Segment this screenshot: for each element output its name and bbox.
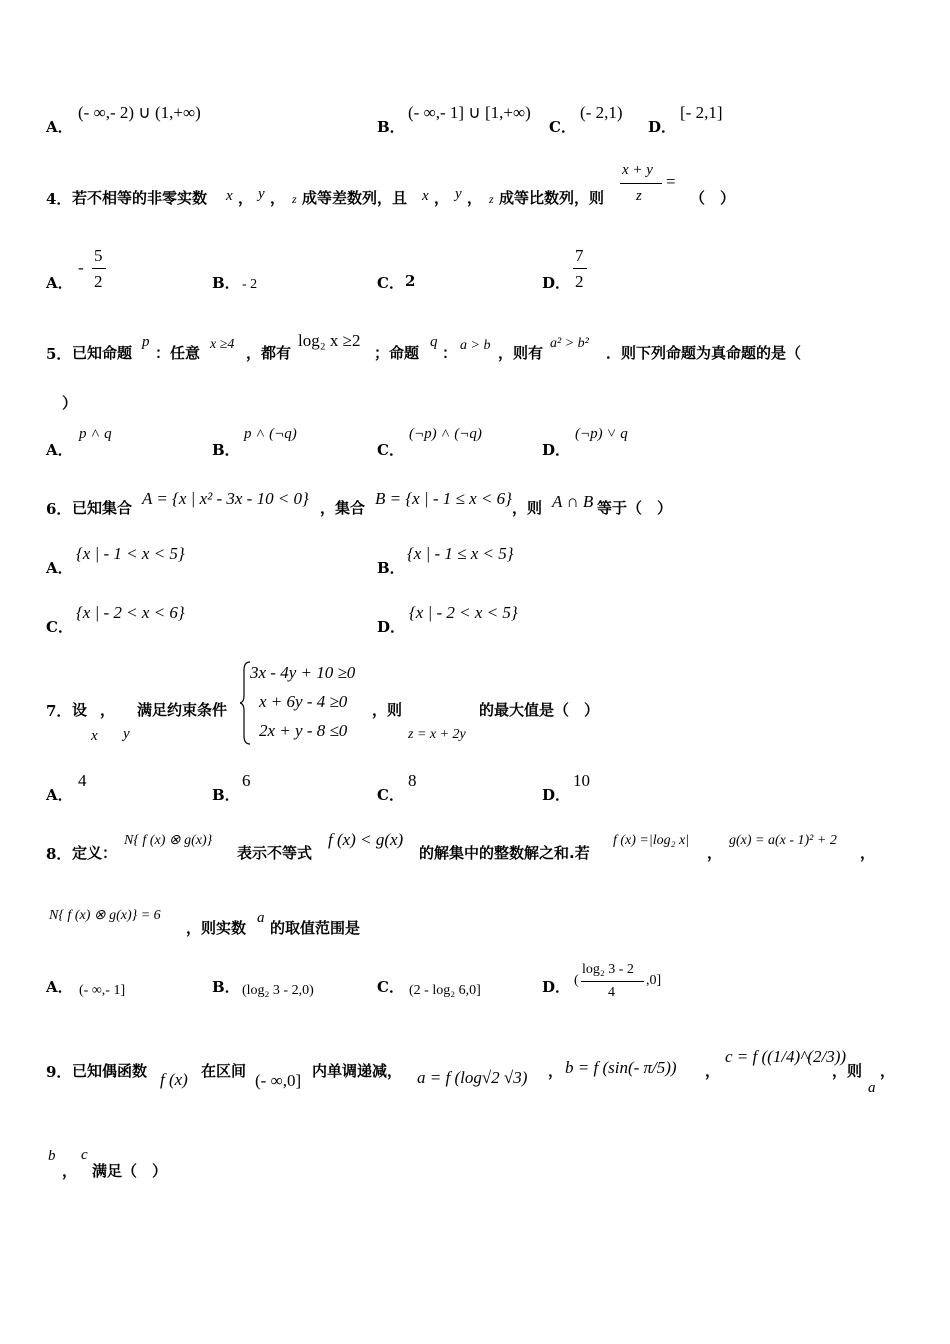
q5-cond-3: a > b — [460, 338, 491, 353]
q4-option-a-num: 5 — [94, 246, 103, 265]
q6-intersection: A ∩ B — [552, 492, 594, 511]
q8-option-a-expr: (- ∞,- 1] — [79, 983, 126, 998]
q7-comma: ， — [100, 701, 116, 719]
q9-text-1: 已知偶函数 — [72, 1062, 148, 1080]
q9-text-2: 在区间 — [201, 1062, 247, 1080]
q5-text-7: ．则下列命题为真命题的是（ — [606, 344, 802, 362]
q7-option-d-val: 10 — [573, 771, 590, 790]
q5-option-d-expr: (¬p) ˅ q — [575, 426, 628, 442]
q7-objective: z = x + 2y — [408, 727, 466, 742]
q5-option-b-expr: p ˄ (¬q) — [244, 426, 297, 442]
q5-text-1: 已知命题 — [72, 344, 133, 362]
q7-text-4: 的最大值是（ ） — [479, 701, 600, 719]
q4-comma: ， — [434, 189, 450, 207]
q6-option-b-label: B． — [377, 559, 405, 577]
q8-var-a: a — [257, 910, 265, 926]
q7-text-1: 设 — [72, 701, 88, 719]
q8-f-definition: f (x) =|log₂ x| — [613, 833, 690, 848]
q4-option-d-bar — [573, 268, 587, 269]
q9-number: 9． — [46, 1063, 72, 1081]
q8-comma-2: ， — [860, 844, 876, 862]
q5-var-q: q — [430, 334, 438, 350]
q8-inequality: f (x) < g(x) — [328, 830, 404, 849]
q6-number: 6． — [46, 500, 72, 518]
q4-var-y: y — [258, 186, 265, 202]
q6-option-d-expr: {x | - 2 < x < 5} — [409, 603, 518, 622]
q7-constraint-2: x + 6y - 4 ≥0 — [259, 692, 348, 711]
q4-var-x: x — [226, 188, 233, 204]
q8-option-c-label: C． — [377, 978, 404, 996]
q7-option-a-val: 4 — [78, 771, 87, 790]
q6-option-c-expr: {x | - 2 < x < 6} — [76, 603, 185, 622]
q4-option-a-sign: - — [78, 258, 84, 277]
q8-g-definition: g(x) = a(x - 1)² + 2 — [729, 833, 837, 848]
q7-text-2: 满足约束条件 — [137, 701, 228, 719]
q4-var-y: y — [455, 186, 462, 202]
q7-constraint-3: 2x + y - 8 ≤0 — [259, 721, 348, 740]
q4-option-d-den: 2 — [575, 272, 584, 291]
q6-set-a: A = {x | x² - 3x - 10 < 0} — [142, 489, 309, 508]
q8-text-5: 的取值范围是 — [270, 919, 361, 937]
q9-text-5: 满足（ ） — [92, 1162, 168, 1180]
q8-option-d-bar — [581, 981, 644, 982]
q9-text-4: ，则 — [832, 1062, 863, 1080]
q4-fraction-numerator: x + y — [622, 162, 653, 178]
q9-comma: ， — [548, 1062, 564, 1080]
q9-fx: f (x) — [160, 1070, 188, 1089]
q9-var-b: b — [48, 1148, 56, 1164]
q8-option-d-label: D． — [542, 978, 571, 996]
q4-var-z: z — [292, 192, 297, 206]
q8-option-d-close: ,0] — [646, 973, 662, 988]
q6-text-4: 等于（ ） — [597, 499, 673, 517]
q5-option-c-label: C． — [377, 441, 404, 459]
q4-comma: ， — [238, 189, 254, 207]
q6-option-a-expr: {x | - 1 < x < 5} — [76, 544, 185, 563]
q7-option-c-val: 8 — [408, 771, 417, 790]
q9-comma-2: ， — [705, 1062, 721, 1080]
q4-option-c-label: C． — [377, 274, 404, 292]
q5-option-b-label: B． — [212, 441, 240, 459]
q4-option-d-num: 7 — [575, 246, 584, 265]
q7-option-b-val: 6 — [242, 771, 251, 790]
q9-var-a: a — [868, 1080, 876, 1096]
q8-option-d-num: log₂ 3 - 2 — [582, 962, 634, 977]
q9-text-3: 内单调递减， — [312, 1062, 403, 1080]
q4-text-1: 若不相等的非零实数 — [72, 189, 208, 207]
q4-fraction-denominator: z — [636, 188, 642, 204]
q8-text-1: 定义： — [72, 844, 118, 862]
q9-interval: (- ∞,0] — [255, 1071, 302, 1090]
q4-number: 4． — [46, 190, 72, 208]
q6-text-1: 已知集合 — [72, 499, 133, 517]
q3-option-b-expr: (- ∞,- 1] ∪ [1,+∞) — [408, 103, 531, 122]
q8-option-b-label: B． — [212, 978, 240, 996]
q3-option-c-label: C． — [549, 118, 576, 136]
q5-text-3: ，都有 — [246, 344, 292, 362]
q4-var-z: z — [489, 192, 494, 206]
q9-comma-3: ， — [880, 1062, 896, 1080]
q8-text-3: 的解集中的整数解之和.若 — [419, 844, 590, 862]
q7-option-c-label: C． — [377, 786, 404, 804]
q3-option-a-label: A． — [46, 118, 73, 136]
q5-option-d-label: D． — [542, 441, 571, 459]
q4-comma: ， — [270, 189, 286, 207]
q5-text-8: ） — [62, 394, 78, 412]
q4-equals: = — [666, 172, 676, 191]
q6-text-3: ，则 — [512, 499, 543, 517]
q8-option-d-open: ( — [574, 973, 579, 988]
q4-paren: （ ） — [690, 189, 736, 207]
q7-option-a-label: A． — [46, 786, 73, 804]
q5-option-a-expr: p ˄ q — [79, 426, 112, 442]
q9-var-c: c — [81, 1147, 88, 1163]
q7-constraint-1: 3x - 4y + 10 ≥0 — [250, 663, 356, 682]
q5-text-4: ；命题 — [374, 344, 420, 362]
q3-option-c-expr: (- 2,1) — [580, 103, 623, 122]
q4-fraction-bar — [620, 183, 662, 184]
q5-text-2: ：任意 — [155, 344, 201, 362]
q5-text-5: ： — [442, 344, 458, 362]
q8-comma: ， — [707, 844, 723, 862]
q8-option-d-den: 4 — [608, 985, 615, 1000]
q8-condition: N{ f (x) ⊗ g(x)} = 6 — [49, 908, 161, 923]
q8-option-c-expr: (2 - log₂ 6,0] — [409, 983, 481, 998]
q6-text-2: ，集合 — [320, 499, 366, 517]
q5-cond-4: a² > b² — [550, 336, 589, 351]
q8-text-2: 表示不等式 — [237, 844, 313, 862]
q6-set-b: B = {x | - 1 ≤ x < 6} — [375, 489, 512, 508]
q4-var-x: x — [422, 188, 429, 204]
q6-option-b-expr: {x | - 1 ≤ x < 5} — [407, 544, 514, 563]
q5-cond-1: x ≥4 — [210, 337, 235, 352]
q3-option-d-label: D． — [648, 118, 677, 136]
q5-text-6: ，则有 — [498, 344, 544, 362]
q5-option-a-label: A． — [46, 441, 73, 459]
q8-text-4: ，则实数 — [186, 919, 247, 937]
q4-option-b-label: B． — [212, 274, 240, 292]
q8-option-b-expr: (log₂ 3 - 2,0) — [242, 983, 314, 998]
q4-text-2: 成等差数列，且 — [302, 189, 408, 207]
q8-number: 8． — [46, 845, 72, 863]
q5-cond-2: log₂ x ≥2 — [298, 331, 361, 350]
q5-var-p: p — [142, 334, 150, 350]
q3-option-b-label: B． — [377, 118, 405, 136]
q9-b-definition: b = f (sin(- π/5)) — [565, 1058, 677, 1077]
q9-a-definition: a = f (log√2 √3) — [417, 1068, 528, 1087]
q6-option-c-label: C． — [46, 618, 73, 636]
q4-option-a-den: 2 — [94, 272, 103, 291]
q6-option-a-label: A． — [46, 559, 73, 577]
q8-notation-n: N{ f (x) ⊗ g(x)} — [124, 833, 213, 848]
q7-text-3: ，则 — [372, 701, 403, 719]
q9-comma-4: ， — [62, 1162, 78, 1180]
q6-option-d-label: D． — [377, 618, 406, 636]
q4-option-d-label: D． — [542, 274, 571, 292]
q9-c-definition: c = f ((1/4)^(2/3)) — [725, 1047, 847, 1066]
q7-var-y: y — [123, 726, 130, 742]
q5-option-c-expr: (¬p) ˄ (¬q) — [409, 426, 482, 442]
q4-option-a-label: A． — [46, 274, 73, 292]
q5-number: 5． — [46, 345, 72, 363]
q8-option-a-label: A． — [46, 978, 73, 996]
q7-option-d-label: D． — [542, 786, 571, 804]
q4-option-c-expr: 2 — [405, 272, 416, 290]
q7-option-b-label: B． — [212, 786, 240, 804]
q4-option-a-bar — [92, 268, 106, 269]
q7-number: 7． — [46, 702, 72, 720]
q4-comma: ， — [467, 189, 483, 207]
q3-option-d-expr: [- 2,1] — [680, 103, 723, 122]
q3-option-a-expr: (- ∞,- 2) ∪ (1,+∞) — [78, 103, 201, 122]
q7-var-x: x — [91, 728, 98, 744]
q4-option-b-expr: - 2 — [242, 277, 258, 292]
q4-text-3: 成等比数列，则 — [499, 189, 605, 207]
